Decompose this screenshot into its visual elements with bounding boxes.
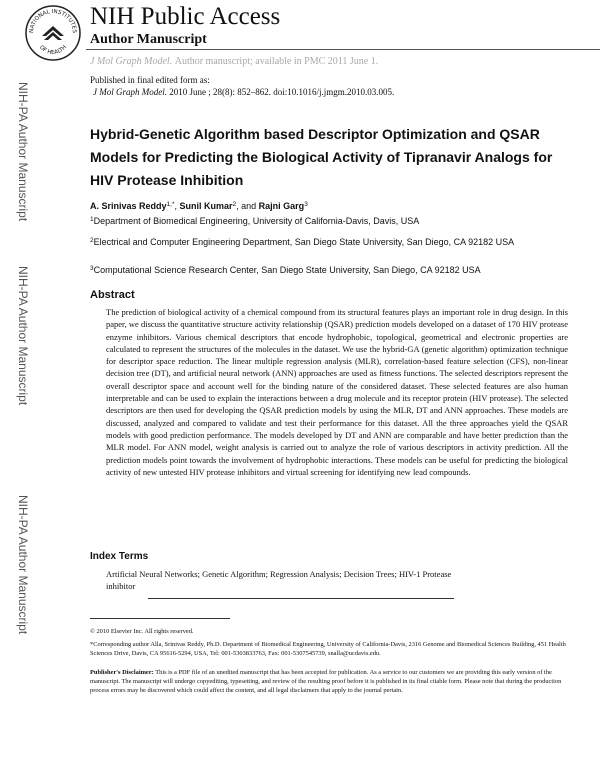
- footnote-divider: [90, 618, 230, 619]
- affiliation-sup: 3: [90, 265, 94, 272]
- copyright-notice: © 2010 Elsevier Inc. All rights reserved.: [90, 628, 194, 635]
- affiliation-text: Computational Science Research Center, San Diego State University, San Diego, CA 92182 USA: [93, 265, 481, 275]
- abstract-heading: Abstract: [90, 289, 135, 301]
- affiliation-sup: 1: [90, 216, 94, 223]
- affiliation: [90, 216, 570, 228]
- journal-name: J Mol Graph Model.: [90, 56, 173, 67]
- journal-availability: [90, 55, 378, 68]
- author-sup: 3: [304, 201, 308, 208]
- disclaimer-text: This is a PDF file of an unedited manuscript that has been accepted for publication. As a service to our customers we are providing this early version of the manuscript. The manuscript will undergo copyediting, typesetting, and review of the resulting proof before it is published in its final citable form. Please note that during the production process errors may be discovered which could affect the content, and all legal disclaimers that apply to the journal pertain.: [90, 669, 562, 694]
- logo-top-text: NATIONAL INSTITUTES: [28, 8, 78, 34]
- availability-note: Author manuscript; available in PMC 2011 June 1.: [174, 56, 379, 67]
- author-list: [90, 200, 308, 212]
- affiliation-text: Department of Biomedical Engineering, University of California-Davis, Davis, USA: [93, 216, 420, 226]
- logo-bottom-text: OF HEALTH: [37, 44, 69, 57]
- citation-details: 2010 June ; 28(8): 852–862. doi:10.1016/j.jmgm.2010.03.005.: [167, 87, 395, 97]
- section-divider: [148, 598, 454, 599]
- author-sup: 2: [232, 201, 237, 208]
- nih-logo: [24, 4, 82, 62]
- side-label: NIH-PA Author Manuscript: [16, 82, 30, 222]
- author-sep: ,: [174, 201, 180, 211]
- corresponding-author-note: *Corresponding author Alla, Srinivas Reddy, Ph.D. Department of Biomedical Engineering, University of California-Davis, 2316 Genome and Biomedical Sciences Building, 451 Health Sciences Drive, Davis, CA 95616-5294, USA, Tel: 001-5303833763, Fax: 001-5307545739, snalla@ucdavis.edu.: [90, 641, 566, 657]
- author-name: Rajni Garg: [258, 201, 305, 211]
- affiliation-text: Electrical and Computer Engineering Department, San Diego State University, San Diego, CA 92182 USA: [93, 237, 515, 247]
- author-name: A. Srinivas Reddy: [90, 201, 167, 211]
- publisher-disclaimer: [90, 668, 580, 695]
- citation: [93, 86, 394, 98]
- author-sup: 1,*: [166, 201, 175, 208]
- manuscript-label: Author Manuscript: [90, 32, 207, 47]
- side-label: NIH-PA Author Manuscript: [16, 495, 30, 635]
- affiliation: [90, 237, 570, 249]
- side-label: NIH-PA Author Manuscript: [16, 266, 30, 406]
- disclaimer-label: Publisher's Disclaimer:: [90, 669, 154, 676]
- index-terms-heading: Index Terms: [90, 551, 149, 562]
- article-title: Hybrid-Genetic Algorithm based Descriptor Optimization and QSAR Models for Predicting the Biological Activity of Tipranavir Analogs for HIV Protease Inhibition: [90, 126, 553, 188]
- affiliation-sup: 2: [90, 237, 94, 244]
- affiliation: [90, 265, 570, 277]
- citation-journal: J Mol Graph Model.: [93, 87, 167, 97]
- header-divider: [86, 49, 600, 50]
- abstract-body: The prediction of biological activity of a chemical compound from its structural features plays an important role in drug design. In this paper, we discuss the quantitative structure activity relationship (QSAR) prediction models developed on a dataset of 170 HIV protease enzyme inhibitors. Various chemical descriptors that encode hydrophobic, topological, geometrical and electronic properties are calculated to represent the structures of the molecules in the dataset. We use the hybrid-GA (genetic algorithm) optimization technique for descriptor space reduction. The linear multiple regression analysis (MLR), correlation-based feature selection (CFS), non-linear decision tree (DT), and artificial neural network (ANN) approaches are used as fitness functions. The selected descriptors represent the overall descriptor space and account well for the binding nature of the considered dataset. These selected features are also human interpretable and can be used to explain the interactions between a drug molecule and its receptor protein (HIV protease). The selected descriptors are then used for developing the QSAR prediction models by using the MLR, DT and ANN approaches. These models are discussed, analyzed and compared to validate and test their performance for this dataset. All the three approaches yield the QSAR models with good prediction performance. The models developed by DT and ANN are comparable and have better prediction than the MLR model. For ANN model, weight analysis is carried out to analyze the role of various descriptors in activity prediction. All the prediction models point towards the involvement of hydrophobic interactions. These models can be useful for predicting the biological activity of new untested HIV protease inhibitors and virtual screening for identifying new lead compounds.: [106, 307, 568, 477]
- published-label: Published in final edited form as:: [90, 75, 210, 85]
- author-sep: , and: [236, 201, 259, 211]
- page-title: NIH Public Access: [90, 3, 281, 30]
- author-name: Sunil Kumar: [179, 201, 233, 211]
- index-terms-body: Artificial Neural Networks; Genetic Algorithm; Regression Analysis; Decision Trees; HIV-1 Protease inhibitor: [106, 569, 452, 591]
